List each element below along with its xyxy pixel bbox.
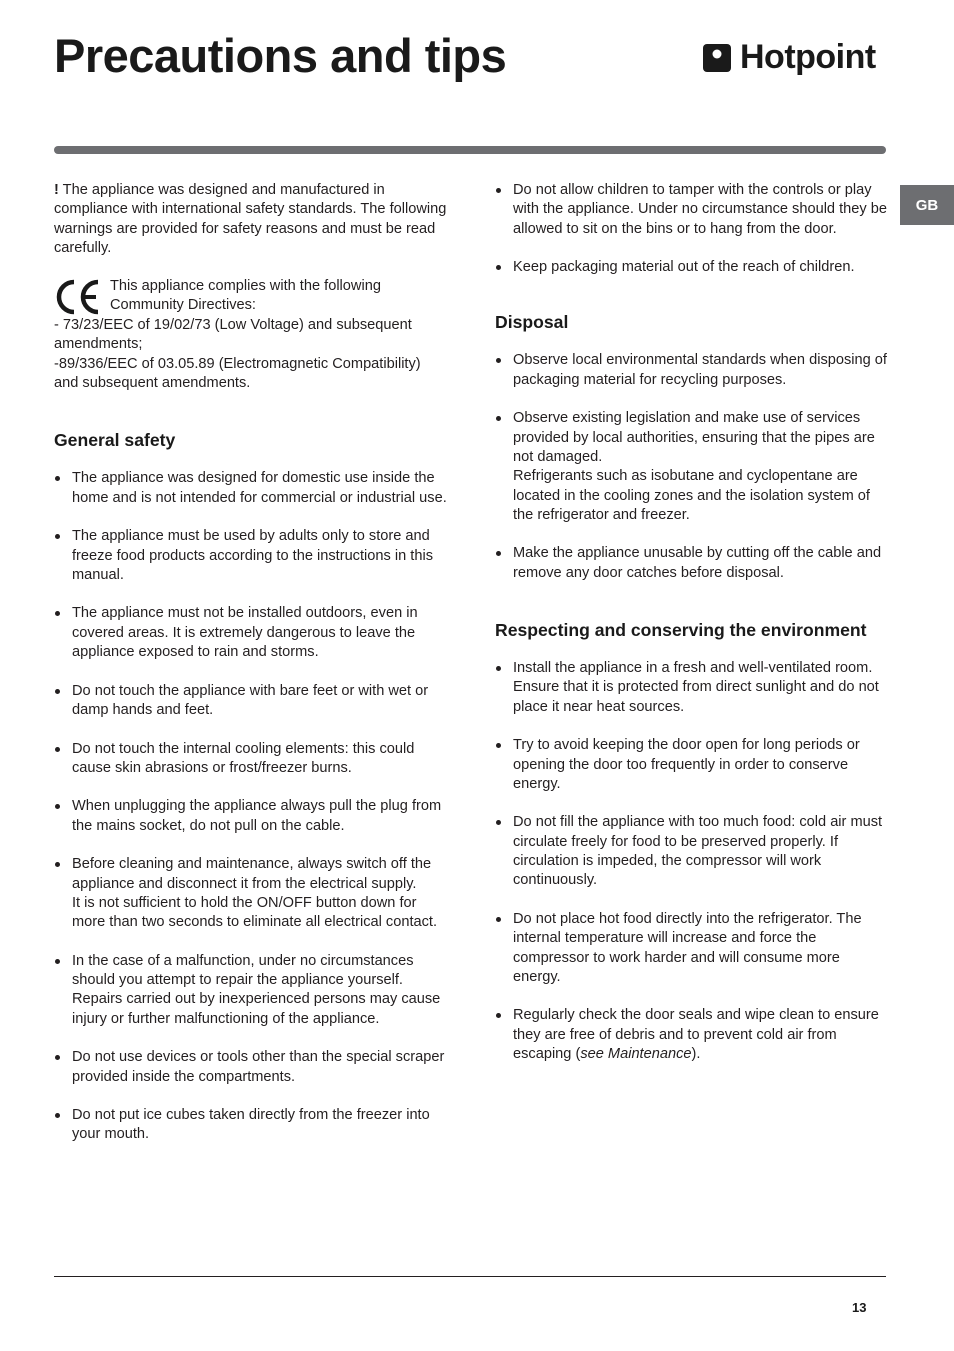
disposal-heading: Disposal xyxy=(495,312,569,333)
list-item: Before cleaning and maintenance, always switch off the appliance and disconnect it from the electrical supply. It is not sufficient to hold the ON/OFF button down for more than two seconds to eliminate all electrical contact. xyxy=(54,855,448,932)
list-item: The appliance must be used by adults only to store and freeze food products according to the instructions in this manual. xyxy=(54,527,448,585)
page-number: 13 xyxy=(852,1300,867,1315)
list-item: Keep packaging material out of the reach of children. xyxy=(495,258,889,277)
list-item: Do not allow children to tamper with the controls or play with the appliance. Under no circumstance should they be allowed to sit on the bins or to hang from the door. xyxy=(495,181,889,239)
ce-text: This appliance complies with the following Community Directives: xyxy=(110,278,381,314)
left-column xyxy=(54,181,448,1164)
intro-text: The appliance was designed and manufactured in compliance with international safety standards. The following warnings are provided for safety reasons and must be read carefully. xyxy=(54,182,447,256)
list-item: Do not put ice cubes taken directly from the freezer into your mouth. xyxy=(54,1106,448,1145)
list-item-note: It is not sufficient to hold the ON/OFF button down for more than two seconds to eliminate all electrical contact. xyxy=(72,894,438,931)
list-item: The appliance was designed for domestic use inside the home and is not intended for commercial or industrial use. xyxy=(54,469,448,508)
list-item: Do not place hot food directly into the refrigerator. The internal temperature will increase and force the compressor to work harder and will consume more energy. xyxy=(495,910,889,987)
right-column xyxy=(495,181,889,1084)
directive-low-voltage: - 73/23/EEC of 19/02/73 (Low Voltage) and subsequent amendments; xyxy=(54,317,412,353)
list-item-note: Refrigerants such as isobutane and cyclopentane are located in the cooling zones and the isolation system of the refrigerator and freezer. xyxy=(513,468,870,523)
intro-paragraph xyxy=(54,181,448,258)
hotpoint-logo xyxy=(702,38,876,77)
environment-heading: Respecting and conserving the environment xyxy=(495,620,867,641)
cross-reference: see Maintenance xyxy=(580,1045,692,1062)
list-item: Do not use devices or tools other than the special scraper provided inside the compartments. xyxy=(54,1048,448,1087)
page-title: Precautions and tips xyxy=(54,29,507,82)
environment-list xyxy=(495,659,889,1064)
children-safety-list xyxy=(495,181,889,277)
general-safety-list xyxy=(54,469,448,1144)
warning-mark: ! xyxy=(54,182,59,198)
disposal-list xyxy=(495,351,889,583)
list-item: The appliance must not be installed outdoors, even in covered areas. It is extremely dangerous to leave the appliance exposed to rain and storms. xyxy=(54,604,448,662)
list-item: Do not touch the appliance with bare feet or with wet or damp hands and feet. xyxy=(54,682,448,721)
footer-rule xyxy=(54,1276,886,1277)
directive-emc: -89/336/EEC of 03.05.89 (Electromagnetic Compatibility) and subsequent amendments. xyxy=(54,355,421,392)
list-item: In the case of a malfunction, under no circumstances should you attempt to repair the appliance yourself. Repairs carried out by inexperienced persons may cause injury or further malfunctioning of the appliance. xyxy=(54,952,448,1029)
ce-compliance-block xyxy=(54,277,448,393)
list-item: Do not fill the appliance with too much food: cold air must circulate freely for food to be preserved properly. If circulation is impeded, the compressor will work continuously. xyxy=(495,813,889,890)
list-item: Make the appliance unusable by cutting off the cable and remove any door catches before disposal. xyxy=(495,544,889,583)
list-item: Regularly check the door seals and wipe clean to ensure they are free of debris and to prevent cold air from escaping (see Maintenance). xyxy=(495,1006,889,1064)
hotpoint-logo-icon xyxy=(702,43,732,73)
language-tab: GB xyxy=(900,185,954,225)
list-item: Observe local environmental standards when disposing of packaging material for recycling purposes. xyxy=(495,351,889,390)
ce-mark-icon xyxy=(54,278,102,316)
list-item: Observe existing legislation and make use of services provided by local authorities, ensuring that the pipes are not damaged. Refrigerants such as isobutane and cyclopentane are located in the cooling zones and the isolation system of the refrigerator and freezer. xyxy=(495,409,889,525)
brand-name: Hotpoint xyxy=(740,38,876,76)
list-item: Do not touch the internal cooling elements: this could cause skin abrasions or frost/freezer burns. xyxy=(54,740,448,779)
general-safety-heading: General safety xyxy=(54,430,176,451)
list-item: Install the appliance in a fresh and well-ventilated room. Ensure that it is protected from direct sunlight and do not place it near heat sources. xyxy=(495,659,889,717)
list-item: Try to avoid keeping the door open for long periods or opening the door too frequently in order to conserve energy. xyxy=(495,736,889,794)
list-item: When unplugging the appliance always pull the plug from the mains socket, do not pull on the cable. xyxy=(54,797,448,836)
header-rule xyxy=(54,146,886,154)
